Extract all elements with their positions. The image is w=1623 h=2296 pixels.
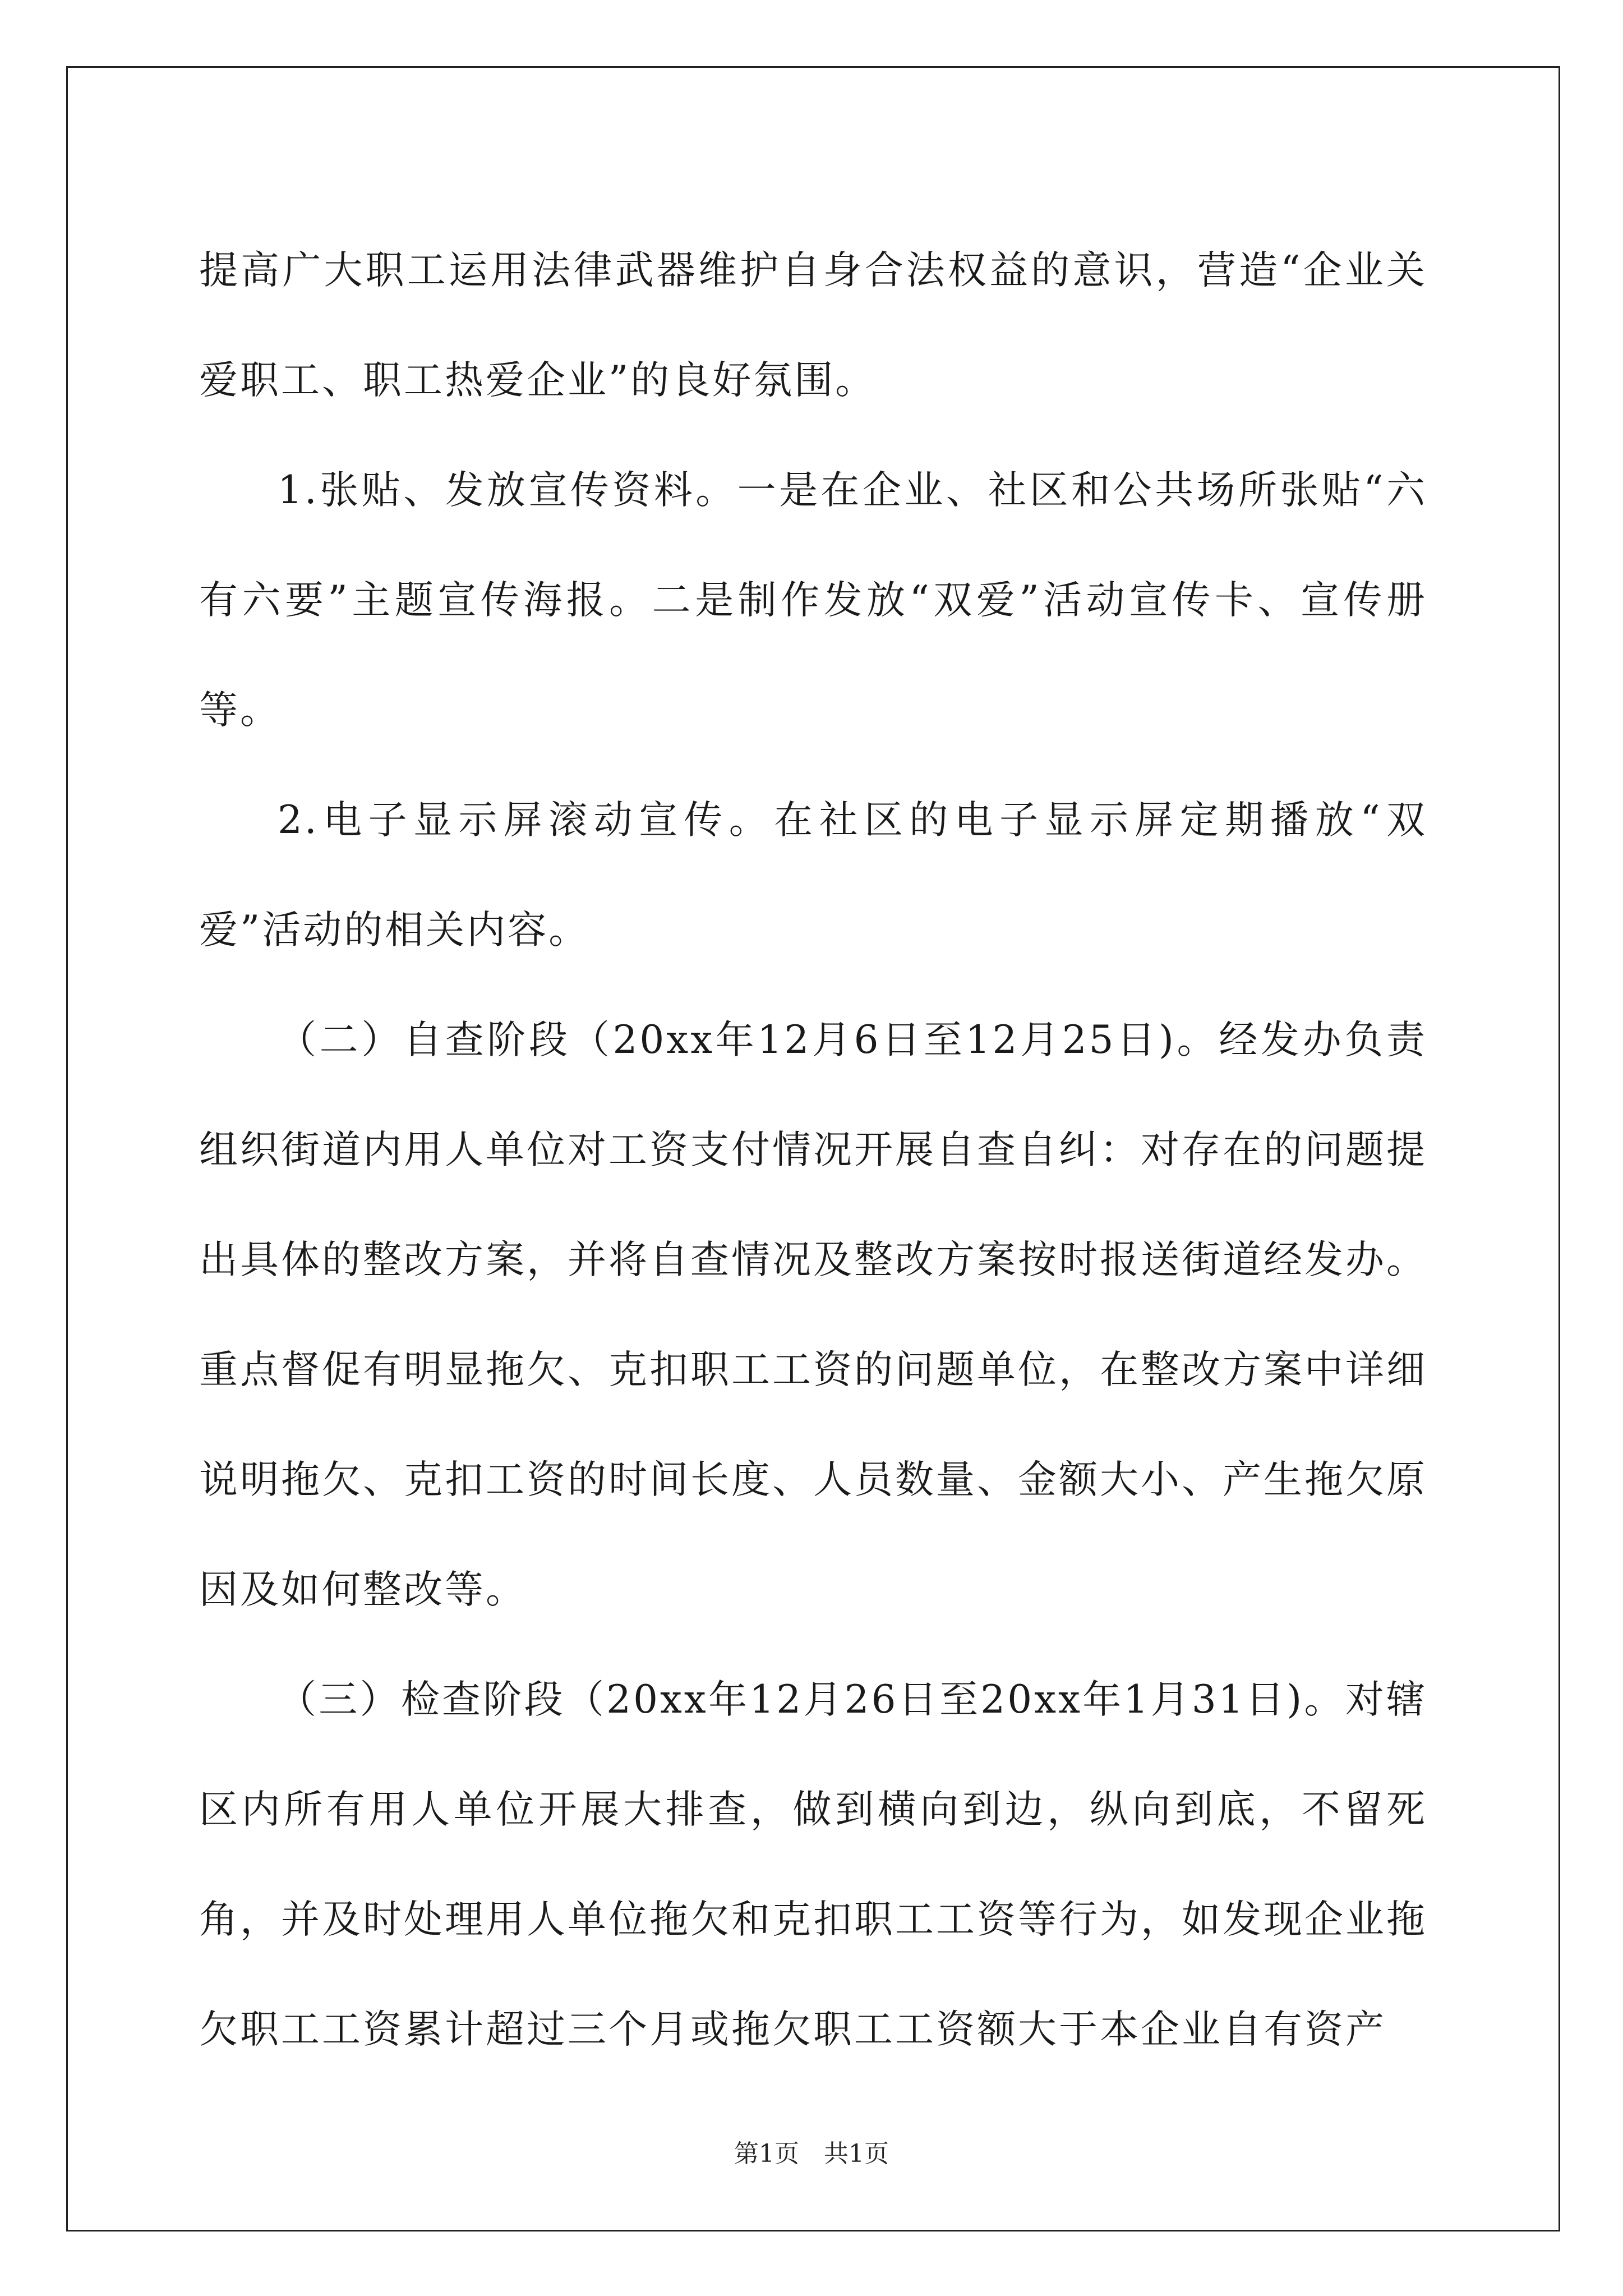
page-footer	[0, 2137, 1623, 2171]
paragraph-intro-continued: 提高广大职工运用法律武器维护自身合法权益的意识，营造“企业关爱职工、职工热爱企业”的良好氛围。	[199, 248, 1427, 403]
paragraph-inspection-stage: （三）检查阶段（20xx年12月26日至20xx年1月31日)。对辖区内所有用人单位开展大排查，做到横向到边，纵向到底，不留死角，并及时处理用人单位拖欠和克扣职工工资等行为，如发现企业拖欠职工工资累计超过三个月或拖欠职工工资额大于本企业自有资产	[199, 1677, 1427, 2052]
page-total: 共1页	[824, 2139, 889, 2168]
paragraph-self-check-stage: （二）自查阶段（20xx年12月6日至12月25日)。经发办负责组织街道内用人单位对工资支付情况开展自查自纠：对存在的问题提出具体的整改方案，并将自查情况及整改方案按时报送街道经发办。重点督促有明显拖欠、克扣职工工资的问题单位，在整改方案中详细说明拖欠、克扣工资的时间长度、人员数量、金额大小、产生拖欠原因及如何整改等。	[199, 1018, 1427, 1612]
paragraph-item-2: 2.电子显示屏滚动宣传。在社区的电子显示屏定期播放“双爱”活动的相关内容。	[199, 798, 1427, 953]
document-body	[199, 215, 1427, 2085]
paragraph-item-1: 1.张贴、发放宣传资料。一是在企业、社区和公共场所张贴“六有六要”主题宣传海报。二是制作发放“双爱”活动宣传卡、宣传册等。	[199, 468, 1427, 733]
page-number: 第1页	[734, 2139, 799, 2168]
